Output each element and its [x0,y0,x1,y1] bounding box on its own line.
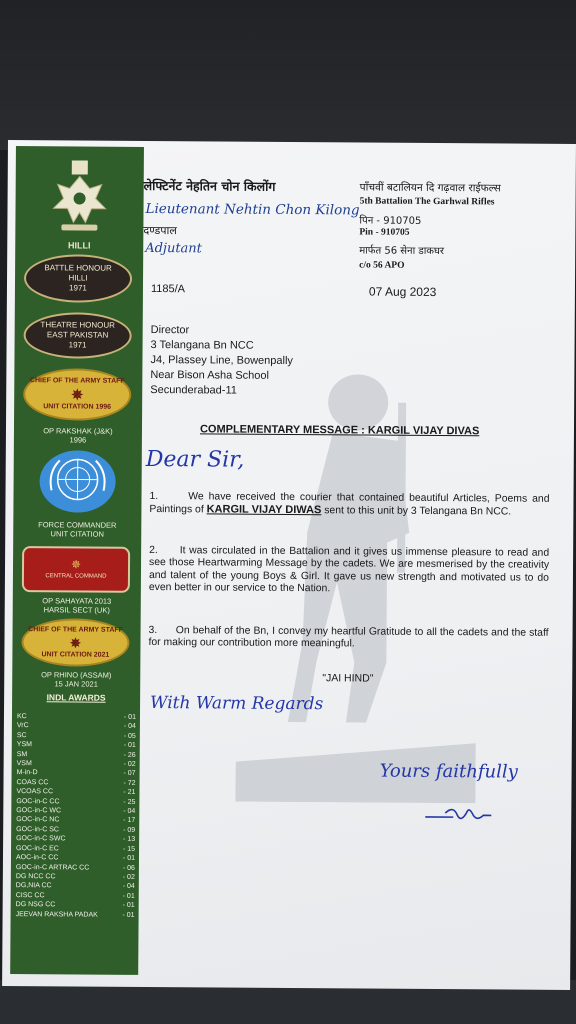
hilli-label: HILLI [67,240,91,251]
award-name: GOC-in-C SWC [16,835,66,843]
award-count: - 21 [123,789,136,797]
caption-line: FORCE COMMANDER [38,520,117,530]
badge-line: CHIEF OF THE ARMY STAFF [29,377,125,385]
recipient-address [150,323,293,399]
unit-name-english: 5th Battalion The Garhwal Rifles [359,196,495,208]
sender-name-english: Lieutenant Nehtin Chon Kilong [145,200,360,219]
award-count: - 02 [123,760,136,768]
address-line: Director [150,324,190,337]
award-count: - 72 [123,779,136,787]
op-rakshak-caption [14,426,142,445]
award-count: - 01 [122,892,135,900]
sender-title-hindi: दण्डपाल [143,223,177,238]
letter-body [138,141,576,990]
award-count: - 04 [123,807,136,815]
award-count: - 13 [123,836,136,844]
subject-line: COMPLEMENTARY MESSAGE : KARGIL VIJAY DIVAS [199,423,480,438]
award-name: GOC-in-C CC [16,797,60,806]
kargil-highlight: KARGIL VIJAY DIWAS [206,503,322,517]
award-count: - 17 [123,817,136,825]
unit-block [359,180,560,271]
apo-english: c/o 56 APO [359,260,405,271]
award-name: COAS CC [16,778,49,787]
award-name: SM [16,750,28,758]
paragraph-1 [149,491,549,520]
award-name: KC [16,713,27,721]
award-count: - 05 [123,732,136,740]
award-count: - 01 [123,742,136,750]
unit-name-hindi: पाँचवीं बटालियन दि गढ़वाल राईफल्स [359,181,501,195]
op-sahayata-caption [13,596,141,615]
theatre-honour-badge [23,312,131,359]
address-line: Secunderabad-11 [150,383,237,397]
paragraph-number: 1. [149,490,159,503]
unit-citation-badge-2021 [21,618,129,667]
badge-line: 1971 [69,283,87,293]
award-row [16,910,135,920]
address-line: J4, Plassey Line, Bowenpally [150,354,293,367]
handwritten-yours-faithfully: Yours faithfully [379,760,518,783]
badge-line: CHIEF OF THE ARMY STAFF [28,625,123,634]
caption-line: OP SAHAYATA 2013 [42,596,112,606]
paragraph-text: It was circulated in the Battalion and it gives us immense pleasure to read and see those Heartwarming Message by the cadets. We are mesmerised by the creativity and talent of the young Boys & Girl. It gave us new strength and motivated us to do even better in our service to the Nation. [148,545,550,595]
paragraph-3 [148,625,548,653]
paragraph-text: sent to this unit by 3 Telangana Bn NCC. [324,505,512,518]
caption-line: OP RHINO (ASSAM) [41,670,112,680]
award-name: YSM [16,741,32,749]
badge-line: THEATRE HONOUR [40,320,116,330]
award-count: - 01 [122,911,135,919]
battle-honour-badge [24,254,132,303]
award-count: - 07 [123,770,136,778]
apo-hindi: मार्फत 56 सेना डाकघर [359,245,445,258]
badge-line: HILLI [68,273,88,283]
caption-line: HARSIL SECT (UK) [43,605,110,615]
award-count: - 09 [123,826,136,834]
address-line: Near Bison Asha School [150,368,270,382]
handwritten-salutation: Dear Sir, [145,446,245,473]
sender-title-english: Adjutant [145,240,202,257]
handwritten-closing: With Warm Regards [150,693,324,715]
letter-page [2,140,576,990]
letter-date: 07 Aug 2023 [368,284,437,299]
award-name: AOC-in-C CC [15,854,59,862]
award-name: VSM [16,760,32,768]
pin-hindi: पिन - 910705 [359,215,422,227]
force-commander-caption [13,520,141,539]
awards-title: INDL AWARDS [46,692,106,703]
central-command-badge [22,546,130,593]
unit-citation-badge-1996 [23,368,131,421]
award-count: - 04 [122,883,135,891]
badge-line: 1971 [68,340,87,350]
award-name: DG NSG CC [15,901,56,909]
award-name: DG NCC CC [15,872,56,881]
award-count: - 25 [123,798,136,806]
award-count: - 01 [122,854,136,862]
award-name: M-in-D [16,769,38,777]
regimental-crest-icon [43,158,116,237]
award-name: SC [16,731,27,739]
sender-name-hindi: लेफ्टिनेंट नेहतिन चोन किलोंग [143,177,276,194]
award-count: - 06 [122,864,135,872]
background-top [0,0,576,150]
caption-line: OP RAKSHAK (J&K) [43,426,113,436]
award-count: - 01 [122,901,135,910]
paragraph-text: On behalf of the Bn, I convey my heartful Gratitude to all the cadets and the staff for making our contribution more meaningful. [148,625,549,650]
un-emblem-icon [37,448,117,515]
sender-block [143,177,360,257]
award-name: GOC-in-C EC [16,844,59,853]
caption-line: UNIT CITATION [50,529,104,539]
badge-line: BATTLE HONOUR [44,263,112,273]
emblem-icon: ✵ [70,557,82,572]
regimental-strip [10,146,144,975]
paragraph-2 [149,545,549,597]
badge-line: UNIT CITATION 1996 [43,403,112,411]
award-name: GOC-in-C ARTRAC CC [15,863,90,872]
awards-list [16,712,136,920]
pin-english: Pin - 910705 [359,227,410,238]
badge-line: UNIT CITATION 2021 [41,650,110,659]
paragraph-number: 3. [148,624,158,637]
award-count: - 15 [122,845,136,853]
caption-line: 15 JAN 2021 [54,679,98,689]
reference-number: 1185/A [150,283,186,296]
jai-hind: "JAI HIND" [322,672,374,685]
award-count: - 02 [122,873,135,881]
award-name: VrC [16,722,29,730]
award-name: JEEVAN RAKSHA PADAK [15,910,98,919]
award-name: VCOAS CC [16,788,54,796]
award-count: - 01 [123,713,136,721]
award-name: GOC-in-C NC [16,816,60,824]
address-line: 3 Telangana Bn NCC [150,339,254,352]
caption-line: 1996 [69,435,87,445]
award-count: - 26 [123,751,136,759]
badge-line: CENTRAL COMMAND [45,573,107,580]
badge-line: EAST PAKISTAN [46,330,109,340]
award-name: GOC-in-C WC [16,807,62,815]
award-name: DG,NIA CC [15,882,52,890]
emblem-icon: ✵ [69,634,81,651]
emblem-icon: ✵ [71,386,84,403]
award-count: - 04 [123,723,136,731]
signature-icon [423,803,493,825]
award-name: GOC-in-C SC [16,825,59,834]
paragraph-text: We have received the courier that contained beautiful Articles, Poems and Paintings of [149,491,550,516]
award-name: CISC CC [15,891,45,899]
op-rhino-caption [12,670,140,689]
paragraph-number: 2. [149,544,158,557]
